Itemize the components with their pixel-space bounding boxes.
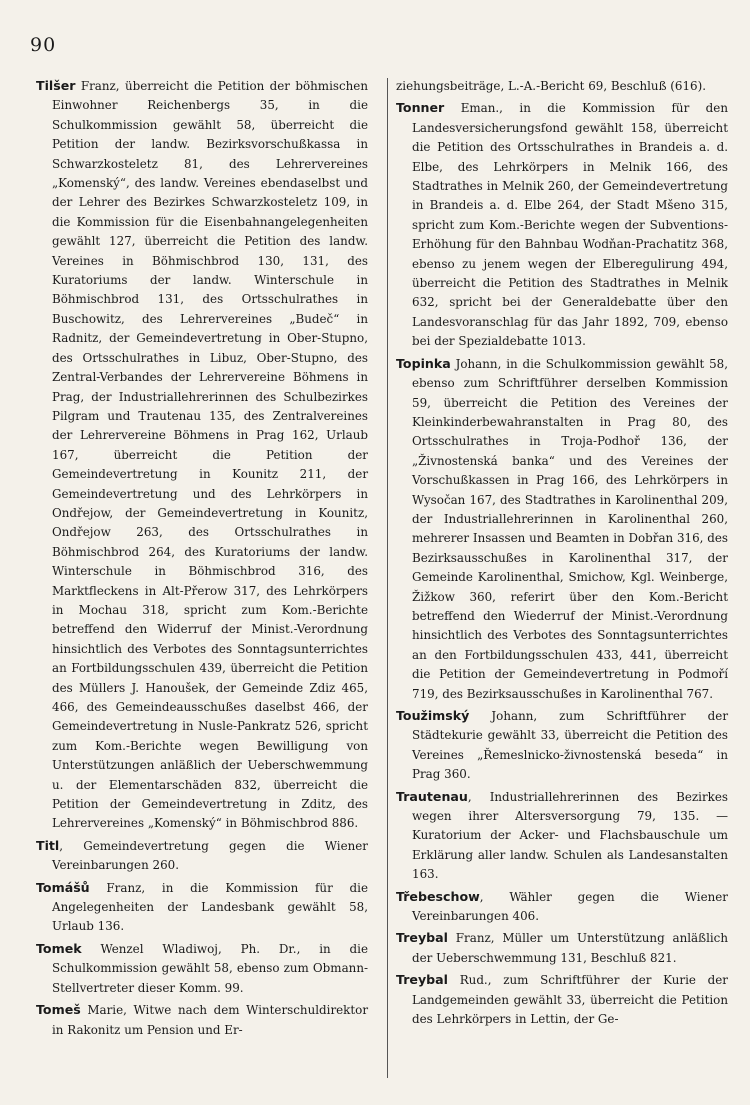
index-entry bbox=[36, 939, 368, 998]
column-divider bbox=[387, 78, 388, 1078]
entry-headword: Tomášů bbox=[36, 879, 90, 895]
entry-text: Wenzel Wladiwoj, Ph. Dr., in die Schulkommission gewählt 58, ebenso zum Obmann-Stellvertreter dieser Komm. 99. bbox=[52, 941, 368, 995]
entry-headword: Treybal bbox=[396, 930, 448, 946]
entry-headword: Treybal bbox=[396, 972, 448, 988]
entry-text: Rud., zum Schriftführer der Kurie der Landgemeinden gewählt 33, überreicht die Petition des Lehrkörpers in Lettin, der Ge- bbox=[412, 973, 728, 1027]
entry-headword: Tonner bbox=[396, 100, 445, 116]
entry-text: Johann, zum Schriftführer der Städtekurie gewählt 33, überreicht die Petition des Vereines „Řemeslnicko-živnostenská beseda“ in Prag 360. bbox=[412, 709, 728, 782]
entry-headword: Topinka bbox=[396, 355, 451, 371]
entry-text: Johann, in die Schulkommission gewählt 58, ebenso zum Schriftführer derselben Kommission 59, überreicht die Petition des Vereines der Kleinkinderbewahranstalten in Prag 80, des Ortsschulrathes in Troja-Podhoř 136, der „Živnostenská banka“ und des Vereines der Vorschußkassen in Prag 166, des Lehrkörpers in Wysočan 167, des Stadtrathes in Karolinenthal 209, der Industriallehrerinnen in Karolinenthal 260, mehrerer Insassen und Beamten in Dobřan 316, des Bezirksausschußes in Karolinenthal 317, der Gemeinde Karolinenthal, Smichow, Kgl. Weinberge, Žižkow 360, referirt über den Kom.-Bericht betreffend den Wiederruf der Minist.-Verordnung hinsichtlich des Verbotes des Sonntagsunterrichtes an den Fortbildungsschulen 433, 441, überreicht die Petition der Gemeindevertretung in Podmoří 719, des Bezirksausschußes in Karolinenthal 767. bbox=[412, 356, 728, 701]
entry-text: , Gemeindevertretung gegen die Wiener Vereinbarungen 260. bbox=[52, 838, 368, 873]
index-entry bbox=[396, 354, 728, 704]
index-entry bbox=[396, 887, 728, 927]
index-entry-continuation bbox=[396, 76, 728, 96]
entry-headword: Toužimský bbox=[396, 708, 470, 723]
index-entry bbox=[396, 970, 728, 1029]
entry-headword: Tomek bbox=[36, 940, 82, 956]
left-column bbox=[36, 76, 368, 1042]
entry-text: Marie, Witwe nach dem Winterschuldirektor in Rakonitz um Pension und Er- bbox=[52, 1003, 368, 1037]
entry-text: Eman., in die Kommission für den Landesversicherungsfond gewählt 158, überreicht die Petition des Ortsschulrathes in Brandeis a. d. Elbe, des Lehrkörpers in Melnik 166, des Stadtrathes in Melnik 260, der Gemeindevertretung in Brandeis a. d. Elbe 264, der Stadt Mšeno 315, spricht zum Kom.-Berichte wegen der Subventions-Erhöhung für den Bahnbau Wodňan-Prachatitz 368, ebenso zu jenem wegen der Elberegulirung 494, überreicht die Petition des Stadtrathes in Melnik 632, spricht bei der Generaldebatte über den Landesvoranschlag für das Jahr 1892, 709, ebenso bei der Spezialdebatte 1013. bbox=[412, 101, 728, 349]
entry-text: , Industriallehrerinnen des Bezirkes wegen ihrer Altersversorgung 79, 135. — Kuratorium der Acker- und Flachsbauschule um Erklärung aller landw. Schulen als Landesanstalten 163. bbox=[412, 789, 728, 882]
entry-headword: Trautenau bbox=[396, 788, 468, 804]
right-column bbox=[396, 76, 728, 1032]
index-entry bbox=[36, 836, 368, 876]
index-entry bbox=[396, 787, 728, 885]
entry-text: Franz, Müller um Unterstützung anläßlich der Ueberschwemmung 131, Beschluß 821. bbox=[412, 931, 728, 965]
entry-headword: Třebeschow bbox=[396, 888, 480, 904]
index-entry bbox=[36, 878, 368, 937]
entry-text: , Wähler gegen die Wiener Vereinbarungen 406. bbox=[412, 889, 728, 924]
entry-text: Franz, in die Kommission für die Angelegenheiten der Landesbank gewählt 58, Urlaub 136. bbox=[52, 880, 368, 934]
index-entry bbox=[396, 928, 728, 968]
entry-text: ziehungsbeiträge, L.-A.-Bericht 69, Beschluß (616). bbox=[396, 79, 707, 93]
entry-headword: Tilšer bbox=[36, 78, 76, 93]
entry-headword: Titl bbox=[36, 837, 60, 853]
index-entry bbox=[396, 98, 728, 351]
page-number: 90 bbox=[30, 34, 57, 56]
entry-headword: Tomeš bbox=[36, 1002, 81, 1018]
entry-text: Franz, überreicht die Petition der böhmischen Einwohner Reichenbergs 35, in die Schulkommission gewählt 58, überreicht die Petition der landw. Bezirksvorschußkassa in Schwarzkosteletz 81, des Lehrervereines „Komenský“, des landw. Vereines ebendaselbst und der Lehrer des Bezirkes Schwarzkosteletz 109, in die Kommission für die Eisenbahnangelegenheiten gewählt 127, überreicht die Petition des landw. Vereines in Böhmischbrod 130, 131, des Kuratoriums der landw. Winterschule in Böhmischbrod 131, des Ortsschulrathes in Buschowitz, des Lehrervereines „Budeč“ in Radnitz, der Gemeindevertretung in Ober-Stupno, des Ortsschulrathes in Libuz, Ober-Stupno, des Zentral-Verbandes der Lehrervereine Böhmens in Prag, der Industriallehrerinnen des Schulbezirkes Pilgram und Trautenau 135, des Zentralvereines der Lehrervereine Böhmens in Prag 162, Urlaub 167, überreicht die Petition der Gemeindevertretung in Kounitz 211, der Gemeindevertretung und des Lehrkörpers in Ondřejow, der Gemeindevertretung in Kounitz, Ondřejow 263, des Ortsschulrathes in Böhmischbrod 264, des Kuratoriums der landw. Winterschule in Böhmischbrod 316, des Marktfleckens in Alt-Přerow 317, des Lehrkörpers in Mochau 318, spricht zum Kom.-Berichte betreffend den Widerruf der Minist.-Verordnung hinsichtlich des Verbotes des Sonntagsunterrichtes an Fortbildungsschulen 439, überreicht die Petition des Müllers J. Hanoušek, der Gemeinde Zdiz 465, 466, des Gemeindeausschußes daselbst 466, der Gemeindevertretung in Nusle-Pankratz 526, spricht zum Kom.-Berichte wegen Bewilligung von Unterstützungen anläßlich der Ueberschwemmung u. der Elementarschäden 832, überreicht die Petition der Gemeindevertretung in Zditz, des Lehrervereines „Komenský“ in Böhmischbrod 886. bbox=[52, 79, 368, 831]
index-entry bbox=[396, 706, 728, 785]
index-entry bbox=[36, 76, 368, 834]
index-entry bbox=[36, 1000, 368, 1040]
